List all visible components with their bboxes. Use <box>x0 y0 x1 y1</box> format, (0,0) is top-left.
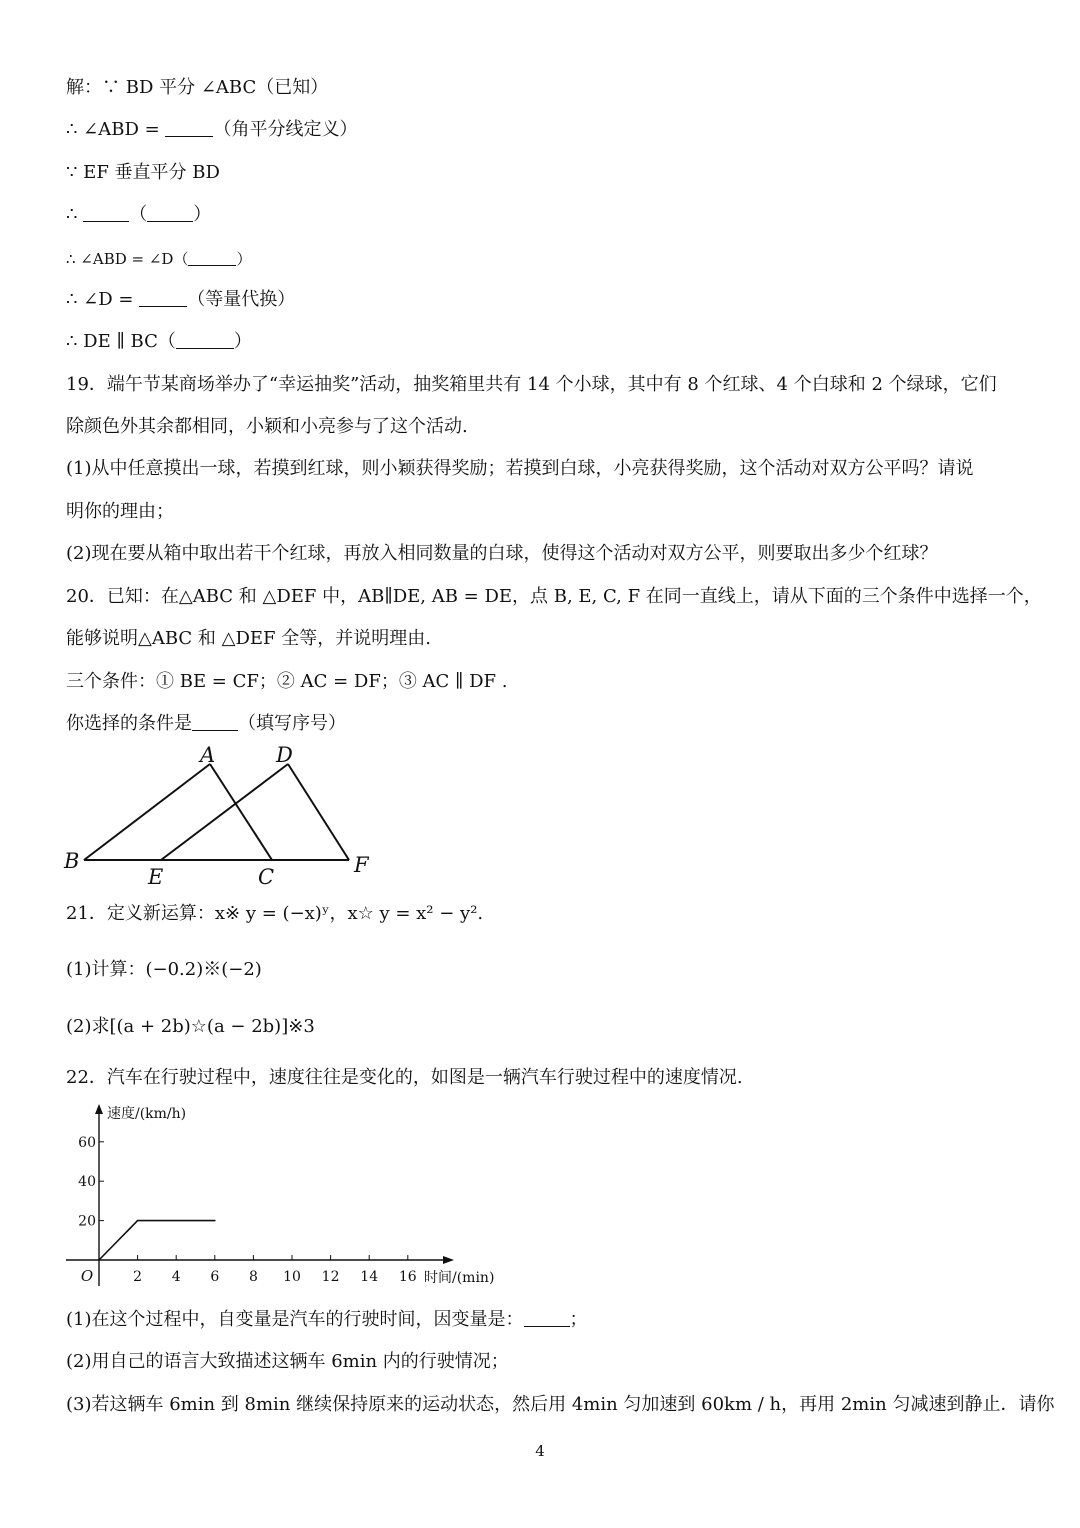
label-d: D <box>276 743 293 767</box>
y-tick-label: 20 <box>78 1213 96 1230</box>
x-tick-label: 6 <box>210 1269 220 1285</box>
proof-line <box>66 288 295 312</box>
proof-text: ∴ ∠D = <box>66 289 140 310</box>
proof-reason: ） <box>193 204 212 225</box>
data-point <box>98 1259 100 1261</box>
y-axis-label: 速度/(km/h) <box>107 1106 187 1122</box>
speed-time-chart <box>60 1096 520 1296</box>
q20-choose <box>66 712 346 736</box>
proof-text: ∴ ∠ABD = <box>66 119 166 140</box>
answer-blank[interactable] <box>83 203 129 222</box>
label-c: C <box>258 865 275 889</box>
q20-choose-hint: （填写序号） <box>238 713 346 734</box>
q22-part1-text: (1)在这个过程中，自变量是汽车的行驶时间，因变量是： <box>66 1309 524 1330</box>
proof-reason: （ <box>129 204 148 225</box>
q20-stem-line2: 能够说明△ABC 和 △DEF 全等，并说明理由. <box>66 628 431 649</box>
y-axis-arrow <box>95 1104 103 1114</box>
proof-reason: （等量代换） <box>187 289 296 310</box>
proof-line <box>66 330 252 354</box>
q20-conditions: 三个条件：① BE = CF；② AC = DF；③ AC ∥ DF . <box>66 671 508 692</box>
proof-line <box>66 247 251 271</box>
proof-reason: ） <box>233 331 252 352</box>
segment-ac <box>210 764 272 860</box>
x-axis-arrow <box>443 1256 454 1264</box>
page-number: 4 <box>535 1442 545 1460</box>
y-tick-label: 60 <box>78 1134 96 1151</box>
proof-text: 解：∵ BD 平分 ∠ABC（已知） <box>66 77 329 98</box>
proof-line <box>66 161 220 185</box>
q22-part1 <box>66 1308 588 1332</box>
y-tick-label: 40 <box>78 1174 96 1191</box>
origin-label: O <box>80 1267 94 1285</box>
proof-reason: ） <box>236 250 252 268</box>
q19-part1-line1: (1)从中任意摸出一球，若摸到红球，则小颖获得奖励；若摸到白球，小亮获得奖励，这个活动对双方公平吗？请说 <box>66 458 974 479</box>
q21-stem: 21．定义新运算：x※ y = (−x)ʸ，x☆ y = x² − y². <box>66 903 484 924</box>
q22-part1-end: ； <box>569 1309 588 1330</box>
q20-stem-line1: 20．已知：在△ABC 和 △DEF 中，AB∥DE, AB = DE，点 B, E, C, F 在同一直线上，请从下面的三个条件中选择一个， <box>66 586 1042 607</box>
q19-stem-line2: 除颜色外其余都相同，小颖和小亮参与了这个活动. <box>66 416 468 437</box>
data-point <box>214 1220 216 1222</box>
x-tick-label: 4 <box>171 1269 181 1285</box>
label-a: A <box>200 743 216 767</box>
answer-blank[interactable] <box>524 1308 570 1327</box>
answer-blank[interactable] <box>139 288 187 307</box>
q19-stem-line1: 19．端午节某商场举办了“幸运抽奖”活动，抽奖箱里共有 14 个小球，其中有 8 个红球、4 个白球和 2 个绿球，它们 <box>66 374 997 395</box>
x-tick-label: 10 <box>283 1269 301 1285</box>
proof-line <box>66 203 211 227</box>
answer-blank[interactable] <box>165 118 213 137</box>
proof-text: ∴ DE ∥ BC（ <box>66 331 176 352</box>
segment-df <box>288 764 349 860</box>
x-tick-label: 16 <box>398 1269 417 1285</box>
x-tick-label: 12 <box>321 1269 340 1285</box>
label-e: E <box>148 865 164 889</box>
q21-part2: (2)求[(a + 2b)☆(a − 2b)]※3 <box>66 1016 315 1037</box>
answer-blank[interactable] <box>188 247 236 266</box>
q21-part1: (1)计算：(−0.2)※(−2) <box>66 959 262 980</box>
proof-reason: （角平分线定义） <box>213 119 358 140</box>
q22-part2: (2)用自己的语言大致描述这辆车 6min 内的行驶情况； <box>66 1351 509 1372</box>
q22-stem: 22．汽车在行驶过程中，速度往往是变化的，如图是一辆汽车行驶过程中的速度情况. <box>66 1067 743 1088</box>
q22-part3: (3)若这辆车 6min 到 8min 继续保持原来的运动状态，然后用 4min 匀加速到 60km / h，再用 2min 匀减速到静止．请你 <box>66 1394 1055 1415</box>
data-point <box>137 1220 139 1222</box>
label-b: B <box>64 849 80 873</box>
label-f: F <box>354 853 369 877</box>
answer-blank[interactable] <box>176 330 234 349</box>
q19-part2: (2)现在要从箱中取出若干个红球，再放入相同数量的白球，使得这个活动对双方公平，则要取出多少个红球？ <box>66 543 938 564</box>
proof-line <box>66 118 357 142</box>
proof-text: ∴ <box>66 204 84 225</box>
q20-choose-label: 你选择的条件是 <box>66 713 192 734</box>
x-axis-label: 时间/(min) <box>424 1270 495 1286</box>
segment-de <box>161 764 288 860</box>
proof-text: ∵ EF 垂直平分 BD <box>66 162 220 183</box>
proof-text: ∴ ∠ABD = ∠D（ <box>66 250 189 268</box>
x-tick-label: 2 <box>133 1269 143 1285</box>
segment-ab <box>84 764 210 860</box>
x-tick-label: 14 <box>360 1269 379 1285</box>
answer-blank[interactable] <box>192 712 238 731</box>
q19-part1-line2: 明你的理由； <box>66 501 174 522</box>
proof-line <box>66 76 328 100</box>
x-tick-label: 8 <box>248 1269 258 1285</box>
speed-series-line <box>99 1221 215 1260</box>
triangle-figure <box>60 740 380 890</box>
answer-blank[interactable] <box>147 203 193 222</box>
